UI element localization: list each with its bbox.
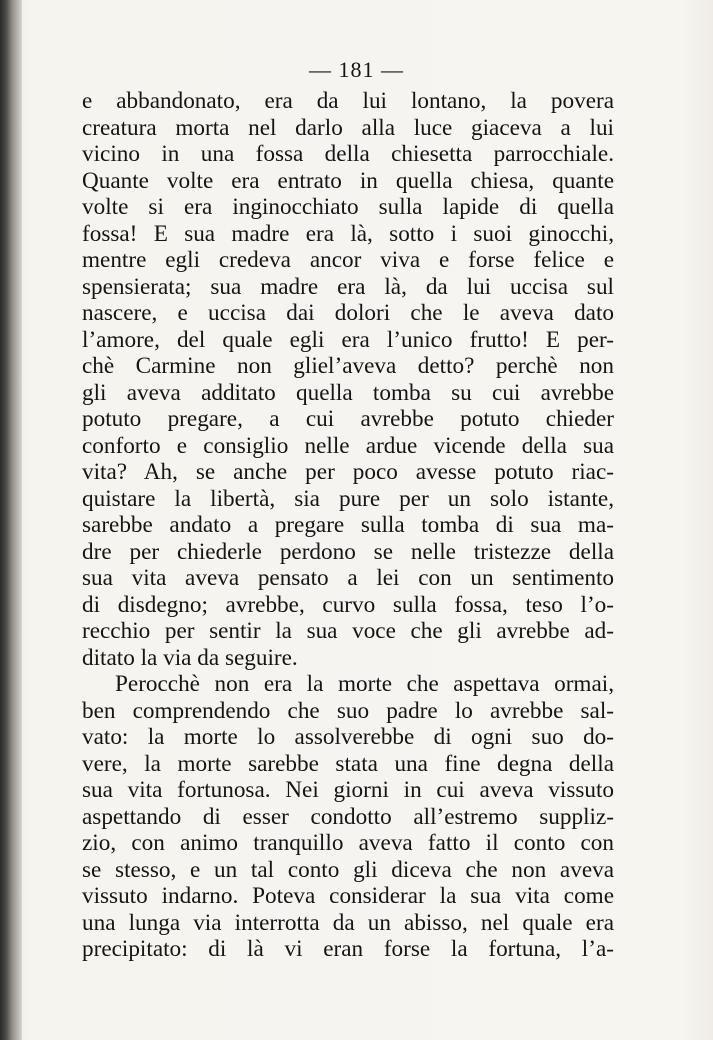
text-line: vita? Ah, se anche per poco avesse potuto riac-: [82, 459, 614, 485]
book-spine-shadow: [0, 0, 22, 1040]
text-line: chè Carmine non gliel’aveva detto? perchè non: [82, 353, 614, 379]
text-line: ben comprendendo che suo padre lo avrebbe sal-: [82, 697, 614, 724]
text-line: mentre egli credeva ancor viva e forse felice e: [82, 247, 614, 273]
text-line: potuto pregare, a cui avrebbe potuto chieder: [82, 406, 614, 432]
text-line: spensierata; sua madre era là, da lui uccisa sul: [82, 273, 614, 300]
text-line: nascere, e uccisa dai dolori che le aveva dato: [82, 300, 614, 326]
text-line: conforto e consiglio nelle ardue vicende della sua: [82, 432, 614, 459]
text-line: dre per chiederle perdono se nelle tristezze della: [82, 538, 614, 565]
text-line: Quante volte era entrato in quella chiesa, quante: [82, 167, 614, 194]
text-line: aspettando di esser condotto all’estremo suppliz-: [82, 803, 614, 830]
text-line: ditato la via da seguire.: [82, 644, 298, 671]
text-line: creatura morta nel darlo alla luce giaceva a lui: [82, 114, 614, 141]
text-line: vato: la morte lo assolverebbe di ogni suo do-: [82, 724, 614, 750]
body-text: [82, 88, 614, 963]
text-line: gli aveva additato quella tomba su cui avrebbe: [82, 379, 614, 406]
text-line: fossa! E sua madre era là, sotto i suoi ginocchi,: [82, 220, 614, 247]
text-line: e abbandonato, era da lui lontano, la povera: [82, 88, 614, 114]
text-line: vicino in una fossa della chiesetta parrocchiale.: [82, 141, 614, 167]
text-line: recchio per sentir la sua voce che gli avrebbe ad-: [82, 618, 614, 644]
text-line: l’amore, del quale egli era l’unico frutto! E per-: [82, 326, 614, 353]
text-line: quistare la libertà, sia pure per un solo istante,: [82, 485, 614, 512]
text-line: precipitato: di là vi eran forse la fortuna, l’a-: [82, 936, 614, 962]
page-number: — 181 —: [309, 57, 404, 82]
text-line: di disdegno; avrebbe, curvo sulla fossa, teso l’o-: [82, 591, 614, 618]
text-line: Perocchè non era la morte che aspettava ormai,: [115, 671, 614, 697]
text-line: sarebbe andato a pregare sulla tomba di sua ma-: [82, 512, 614, 538]
text-line: sua vita aveva pensato a lei con un sentimento: [82, 565, 614, 591]
text-line: zio, con animo tranquillo aveva fatto il conto con: [82, 830, 614, 856]
text-line: vissuto indarno. Poteva considerar la sua vita come: [82, 883, 614, 909]
text-line: volte si era inginocchiato sulla lapide di quella: [82, 194, 614, 220]
text-line: una lunga via interrotta da un abisso, nel quale era: [82, 909, 614, 936]
text-line: vere, la morte sarebbe stata una fine degna della: [82, 750, 614, 777]
text-line: sua vita fortunosa. Nei giorni in cui aveva vissuto: [82, 777, 614, 803]
text-line: se stesso, e un tal conto gli diceva che non aveva: [82, 856, 614, 883]
